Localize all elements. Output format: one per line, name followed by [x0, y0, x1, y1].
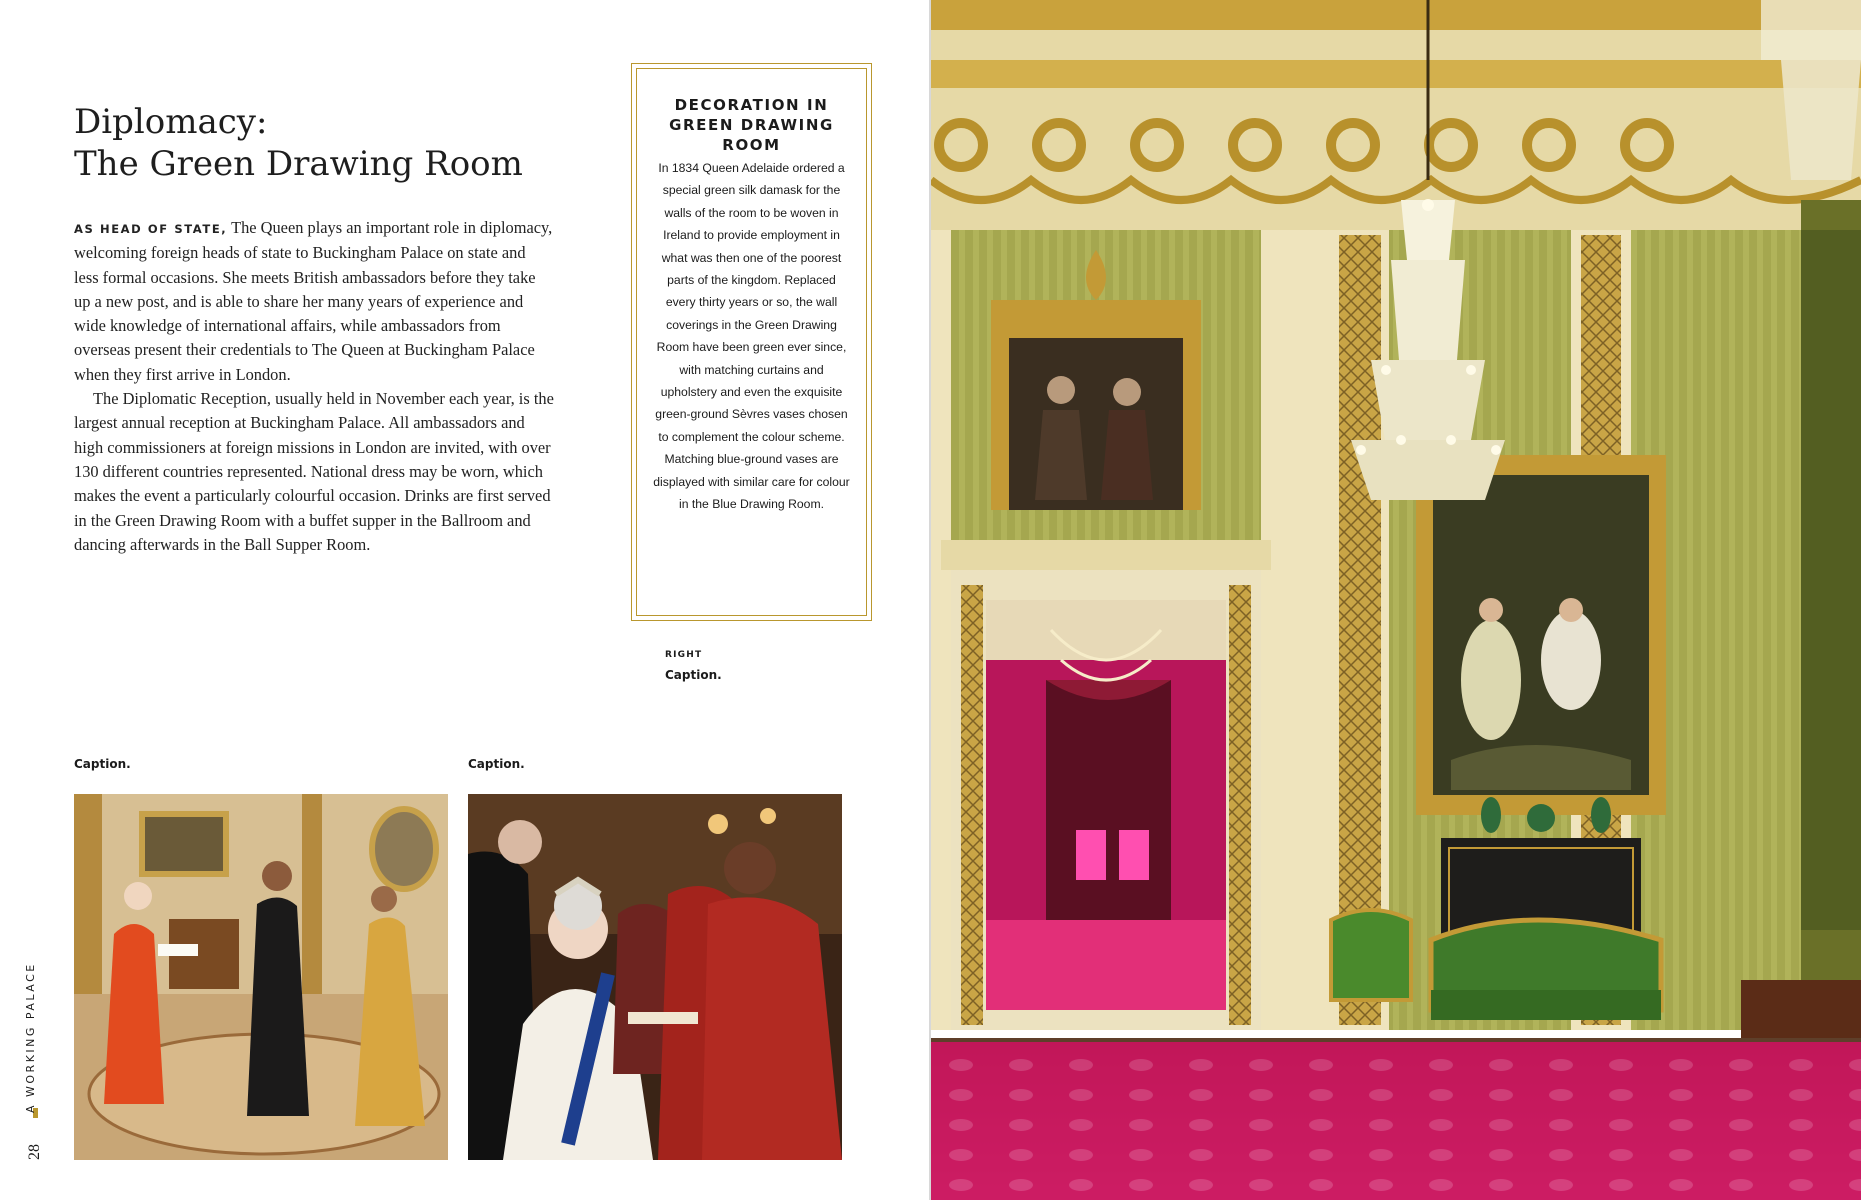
sidebar-body: In 1834 Queen Adelaide ordered a special green silk damask for the walls of the room to be woven in Ireland to provide employment in what was then one of the poorest parts of the kingdom. Replaced every thirty years or so, the wall coverings in the Green Drawing Room have been green ever since, with matching curtains and upholstery and even the exquisite green-ground Sèvres vases chosen to complement the colour scheme. Matching blue-ground vases are displayed with similar care for colour in the Blue Drawing Room.	[653, 161, 850, 512]
title-line-2: The Green Drawing Room	[74, 143, 523, 184]
running-head	[24, 962, 40, 1113]
sidebar-box	[631, 63, 872, 621]
caption-photo-1: Caption.	[74, 757, 131, 771]
title-line-1: Diplomacy:	[74, 101, 268, 142]
page-number: 28	[26, 1144, 43, 1160]
caption-right-label: RIGHT	[665, 650, 703, 660]
left-page	[0, 0, 930, 1200]
running-head-text: A WORKING PALACE	[24, 962, 37, 1113]
paragraph-1	[74, 216, 554, 387]
sidebar-heading: DECORATION IN GREEN DRAWING ROOM	[669, 96, 834, 154]
paragraph-1-text: The Queen plays an important role in diplomacy, welcoming foreign heads of state to Buckingham Palace on state and less formal occasions. She meets British ambassadors before they take up a new post, and is able to share her many years of experience and wide knowledge of international affairs, while ambassadors from overseas present their credentials to The Queen at Buckingham Palace when they first arrive in London.	[74, 218, 553, 384]
paragraph-2: The Diplomatic Reception, usually held in November each year, is the largest annual reception at Buckingham Palace. All ambassadors and high commissioners at foreign missions in London are invited, with over 130 different countries represented. National dress may be worn, which makes the event a particularly colourful occasion. Drinks are first served in the Green Drawing Room with a buffet supper in the Ballroom and dancing afterwards in the Ball Supper Room.	[74, 389, 554, 554]
caption-photo-2: Caption.	[468, 757, 525, 771]
photo-reception	[468, 794, 842, 1160]
sidebar-inner-frame	[636, 68, 867, 616]
caption-right-text: Caption.	[665, 668, 722, 682]
photo-credentials	[74, 794, 448, 1160]
lead-in: AS HEAD OF STATE,	[74, 222, 228, 236]
body-text	[74, 216, 554, 557]
page-title	[74, 101, 594, 185]
photo-green-drawing-room	[931, 0, 1861, 1200]
